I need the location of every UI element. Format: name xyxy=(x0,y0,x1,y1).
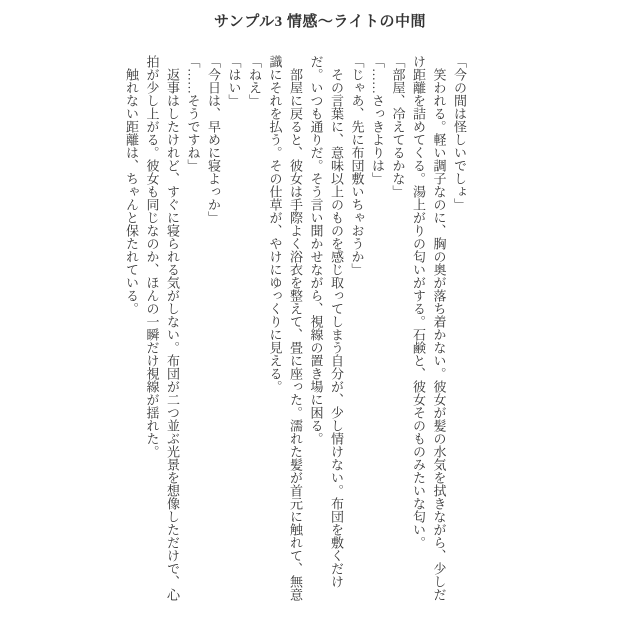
page-title: サンプル3 情感〜ライトの中間 xyxy=(214,14,426,30)
paragraph: 「今日は、早めに寝よっか」 xyxy=(206,55,221,224)
paragraph: 「ねえ」 xyxy=(247,55,262,107)
vertical-text-body xyxy=(121,55,470,603)
paragraph: 「じゃあ、先に布団敷いちゃおうか」 xyxy=(349,55,365,276)
paragraph: 「……さっきよりは」 xyxy=(370,55,385,185)
paragraph: 返事はしたけれど、すぐに寝られる気がしない。布団が二つ並ぶ光景を想像しただけで、心拍が少し上がる。彼女も同じなのか、ほんの一瞬だけ視線が揺れた。 xyxy=(144,55,180,601)
paragraph: 「今の間は怪しいでしょ」 xyxy=(452,55,467,211)
paragraph: 笑われる。軽い調子なのに、胸の奥が落ち着かない。彼女が髪の水気を拭きながら、少しだけ距離を詰めてくる。湯上がりの匂いがする。石鹸と、彼女そのものみたいな匂い。 xyxy=(411,55,447,601)
paragraph: 「部屋、冷えてるかな」 xyxy=(390,55,406,198)
paragraph: 部屋に戻ると、彼女は手際よく浴衣を整えて、畳に座った。濡れた髪が首元に触れて、無意識にそれを払う。その仕草が、やけにゆっくりに見える。 xyxy=(267,55,303,601)
paragraph: その言葉に、意味以上のものを感じ取ってしまう自分が、少し情けない。布団を敷くだけだ。いつも通りだ。そう言い聞かせながら、視線の置き場に困る。 xyxy=(308,55,344,588)
paragraph: 「……そうですね」 xyxy=(185,55,201,172)
paragraph: 「はい」 xyxy=(226,55,242,107)
paragraph: 触れない距離は、ちゃんと保たれている。 xyxy=(124,55,139,315)
